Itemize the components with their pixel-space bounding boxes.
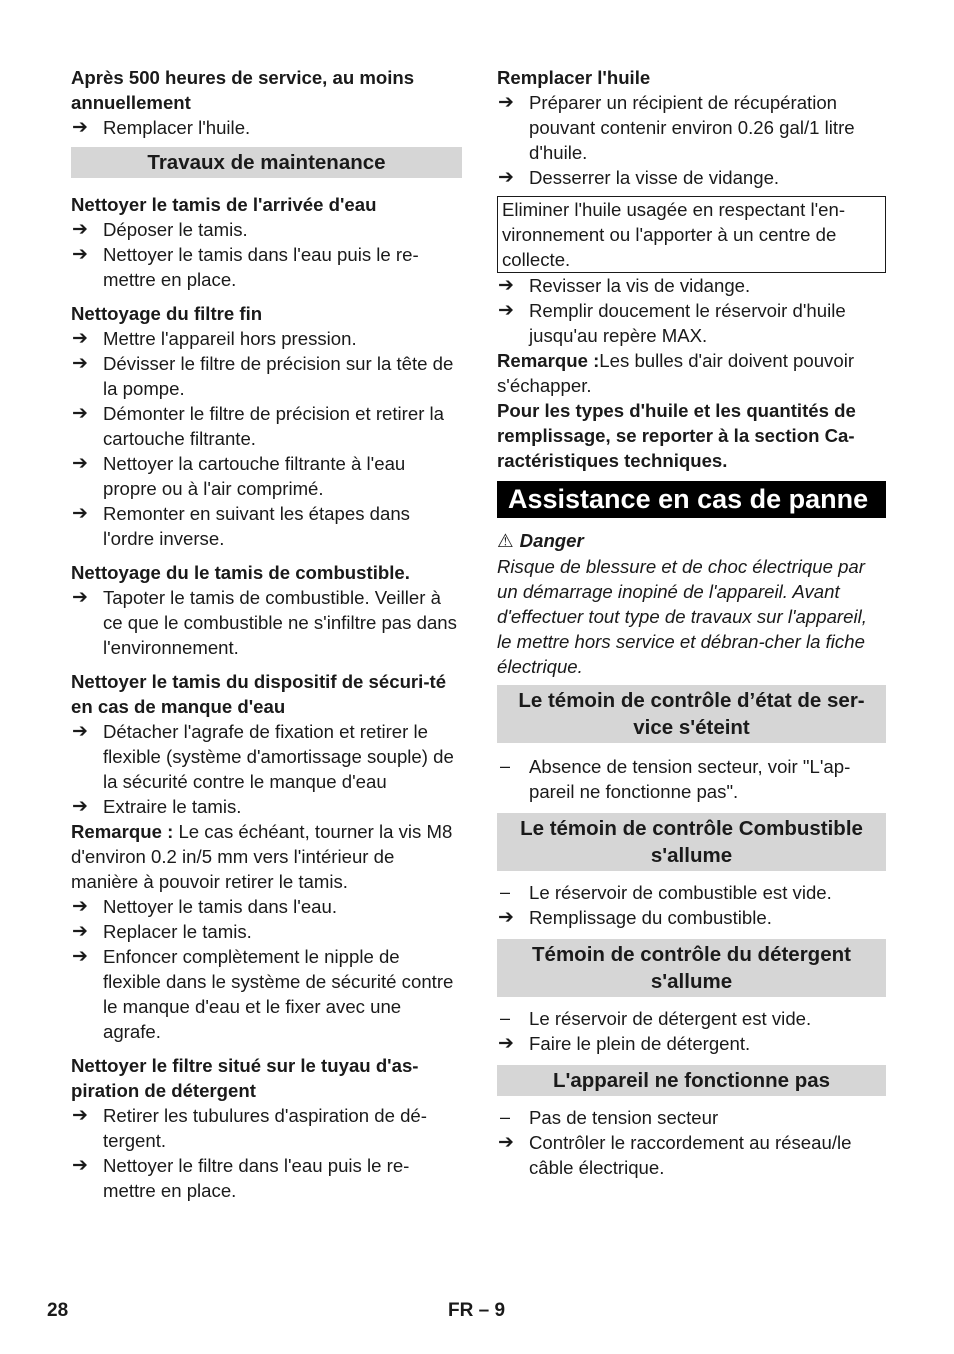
dash-icon: – xyxy=(500,882,511,902)
item-text: Dévisser le filtre de précision sur la tête de la pompe. xyxy=(103,353,454,399)
step-item xyxy=(71,401,462,451)
step-item xyxy=(497,298,886,348)
item-text: Retirer les tubulures d'aspiration de dé-tergent. xyxy=(103,1105,427,1151)
step-list xyxy=(497,1130,886,1180)
arrow-right-icon: ➔ xyxy=(498,166,514,188)
step-list xyxy=(497,905,886,930)
arrow-right-icon: ➔ xyxy=(72,116,88,138)
section-band-no-function: L'appareil ne fonctionne pas xyxy=(497,1065,886,1096)
item-text: Remplissage du combustible. xyxy=(529,907,772,928)
cause-item xyxy=(497,880,886,905)
step-list xyxy=(71,326,462,551)
step-item xyxy=(497,273,886,298)
step-item xyxy=(71,217,462,242)
arrow-right-icon: ➔ xyxy=(72,720,88,742)
step-list xyxy=(497,90,886,190)
heading-fuel-strainer: Nettoyage du le tamis de combustible. xyxy=(71,562,410,583)
item-text: Remplacer l'huile. xyxy=(103,117,251,138)
item-text: Remonter en suivant les étapes dans l'ordre inverse. xyxy=(103,503,410,549)
step-item xyxy=(71,242,462,292)
danger-label: Danger xyxy=(519,530,584,551)
step-item xyxy=(71,1103,462,1153)
item-text: Préparer un récipient de récupération pouvant contenir environ 0.26 gal/1 litre d'huile. xyxy=(529,92,855,163)
step-item xyxy=(71,719,462,794)
step-list xyxy=(497,1031,886,1056)
arrow-right-icon: ➔ xyxy=(72,218,88,240)
arrow-right-icon: ➔ xyxy=(72,352,88,374)
note-text: Le cas échéant, tourner la vis M8 d'environ 0.2 in/5 mm vers l'intérieur de manière à pouvoir retirer le tamis. xyxy=(71,821,453,892)
step-list xyxy=(71,115,462,140)
item-text: Absence de tension secteur, voir "L'ap-pareil ne fonctionne pas". xyxy=(529,756,851,802)
arrow-right-icon: ➔ xyxy=(72,945,88,967)
section-band-service-lamp: Le témoin de contrôle d’état de ser-vice s'éteint xyxy=(497,685,886,743)
arrow-right-icon: ➔ xyxy=(498,274,514,296)
step-item xyxy=(497,1130,886,1180)
arrow-right-icon: ➔ xyxy=(72,452,88,474)
item-text: Déposer le tamis. xyxy=(103,219,248,240)
item-text: Revisser la vis de vidange. xyxy=(529,275,751,296)
arrow-right-icon: ➔ xyxy=(498,1032,514,1054)
item-text: Nettoyer le tamis dans l'eau puis le re-mettre en place. xyxy=(103,244,419,290)
step-item xyxy=(497,1031,886,1056)
step-item xyxy=(71,919,462,944)
arrow-right-icon: ➔ xyxy=(72,795,88,817)
heading-fine-filter: Nettoyage du filtre fin xyxy=(71,303,263,324)
arrow-right-icon: ➔ xyxy=(72,327,88,349)
arrow-right-icon: ➔ xyxy=(498,1131,514,1153)
arrow-right-icon: ➔ xyxy=(72,920,88,942)
cause-item xyxy=(497,1006,886,1031)
page-number: 28 xyxy=(47,1300,69,1321)
step-item xyxy=(497,905,886,930)
item-text: Pas de tension secteur xyxy=(529,1107,719,1128)
item-text: Remplir doucement le réservoir d'huile jusqu'au repère MAX. xyxy=(529,300,846,346)
section-band-detergent-lamp: Témoin de contrôle du détergent s'allume xyxy=(497,939,886,997)
item-text: Démonter le filtre de précision et retirer la cartouche filtrante. xyxy=(103,403,445,449)
section-title-troubleshooting: Assistance en cas de panne xyxy=(497,481,886,518)
arrow-right-icon: ➔ xyxy=(72,586,88,608)
note-label: Remarque : xyxy=(71,821,174,842)
cause-item xyxy=(497,1105,886,1130)
arrow-right-icon: ➔ xyxy=(72,502,88,524)
cause-item xyxy=(497,754,886,804)
environment-note-box: Eliminer l'huile usagée en respectant l'en-vironnement ou l'apporter à un centre de collecte. xyxy=(497,196,886,273)
step-list xyxy=(71,894,462,1044)
step-list xyxy=(497,273,886,348)
step-item xyxy=(71,894,462,919)
arrow-right-icon: ➔ xyxy=(72,243,88,265)
arrow-right-icon: ➔ xyxy=(72,895,88,917)
dash-icon: – xyxy=(500,756,511,776)
item-text: Extraire le tamis. xyxy=(103,796,242,817)
step-item xyxy=(71,115,462,140)
footer-lang xyxy=(448,1298,505,1323)
cause-list xyxy=(497,754,886,804)
cause-list xyxy=(497,1105,886,1130)
step-item xyxy=(71,944,462,1044)
danger-heading xyxy=(497,528,886,554)
step-list xyxy=(71,719,462,819)
right-column xyxy=(497,65,886,1180)
step-item xyxy=(71,351,462,401)
arrow-right-icon: ➔ xyxy=(72,1154,88,1176)
item-text: Nettoyer la cartouche filtrante à l'eau propre ou à l'air comprimé. xyxy=(103,453,406,499)
danger-text: Risque de blessure et de choc électrique par un démarrage inopiné de l'appareil. Avant d'effectuer tout type de travaux sur l'appareil, le mettre hors service et débran-cher la fiche électrique. xyxy=(497,556,867,677)
step-item xyxy=(71,794,462,819)
step-item xyxy=(71,585,462,660)
cause-list xyxy=(497,880,886,905)
step-item xyxy=(497,90,886,165)
oil-types-paragraph: Pour les types d'huile et les quantités de remplissage, se reporter à la section Ca-ractéristiques techniques. xyxy=(497,400,856,471)
step-item xyxy=(71,501,462,551)
warning-triangle-icon: ⚠ xyxy=(497,531,514,552)
heading-500h: Après 500 heures de service, au moins annuellement xyxy=(71,67,415,113)
step-item xyxy=(71,1153,462,1203)
step-item xyxy=(497,165,886,190)
item-text: Nettoyer le filtre dans l'eau puis le re-mettre en place. xyxy=(103,1155,410,1201)
heading-water-inlet: Nettoyer le tamis de l'arrivée d'eau xyxy=(71,194,377,215)
step-item xyxy=(71,326,462,351)
arrow-right-icon: ➔ xyxy=(498,91,514,113)
section-band-maintenance: Travaux de maintenance xyxy=(71,147,462,178)
note-label: Remarque : xyxy=(497,350,600,371)
cause-list xyxy=(497,1006,886,1031)
item-text: Le réservoir de combustible est vide. xyxy=(529,882,832,903)
item-text: Tapoter le tamis de combustible. Veiller à ce que le combustible ne s'infiltre pas dans l'environnement. xyxy=(103,587,457,658)
dash-icon: – xyxy=(500,1008,511,1028)
item-text: Replacer le tamis. xyxy=(103,921,252,942)
heading-detergent-filter: Nettoyer le filtre situé sur le tuyau d'as-piration de détergent xyxy=(71,1055,419,1101)
heading-replace-oil: Remplacer l'huile xyxy=(497,67,651,88)
item-text: Desserrer la visse de vidange. xyxy=(529,167,780,188)
note-text: Les bulles d'air doivent pouvoir s'échapper. xyxy=(497,350,855,396)
lang-code: FR xyxy=(448,1300,474,1321)
arrow-right-icon: ➔ xyxy=(498,906,514,928)
left-column xyxy=(71,65,462,1203)
item-text: Contrôler le raccordement au réseau/le câble électrique. xyxy=(529,1132,852,1178)
arrow-right-icon: ➔ xyxy=(72,1104,88,1126)
item-text: Enfoncer complètement le nipple de flexible dans le système de sécurité contre le manque d'eau et le fixer avec une agrafe. xyxy=(103,946,454,1042)
item-text: Le réservoir de détergent est vide. xyxy=(529,1008,812,1029)
arrow-right-icon: ➔ xyxy=(72,402,88,424)
item-text: Faire le plein de détergent. xyxy=(529,1033,751,1054)
step-item xyxy=(71,451,462,501)
step-list xyxy=(71,1103,462,1203)
step-list xyxy=(71,585,462,660)
item-text: Mettre l'appareil hors pression. xyxy=(103,328,357,349)
section-band-fuel-lamp: Le témoin de contrôle Combustible s'allume xyxy=(497,813,886,871)
heading-water-safety: Nettoyer le tamis du dispositif de sécuri-té en cas de manque d'eau xyxy=(71,671,447,717)
dash-icon: – xyxy=(500,1107,511,1127)
item-text: Nettoyer le tamis dans l'eau. xyxy=(103,896,338,917)
item-text: Détacher l'agrafe de fixation et retirer le flexible (système d'amortissage souple) de la sécurité contre le manque d'eau xyxy=(103,721,454,792)
lang-page: – 9 xyxy=(478,1300,506,1321)
arrow-right-icon: ➔ xyxy=(498,299,514,321)
note-paragraph xyxy=(71,819,462,894)
step-list xyxy=(71,217,462,292)
note-paragraph xyxy=(497,348,886,398)
